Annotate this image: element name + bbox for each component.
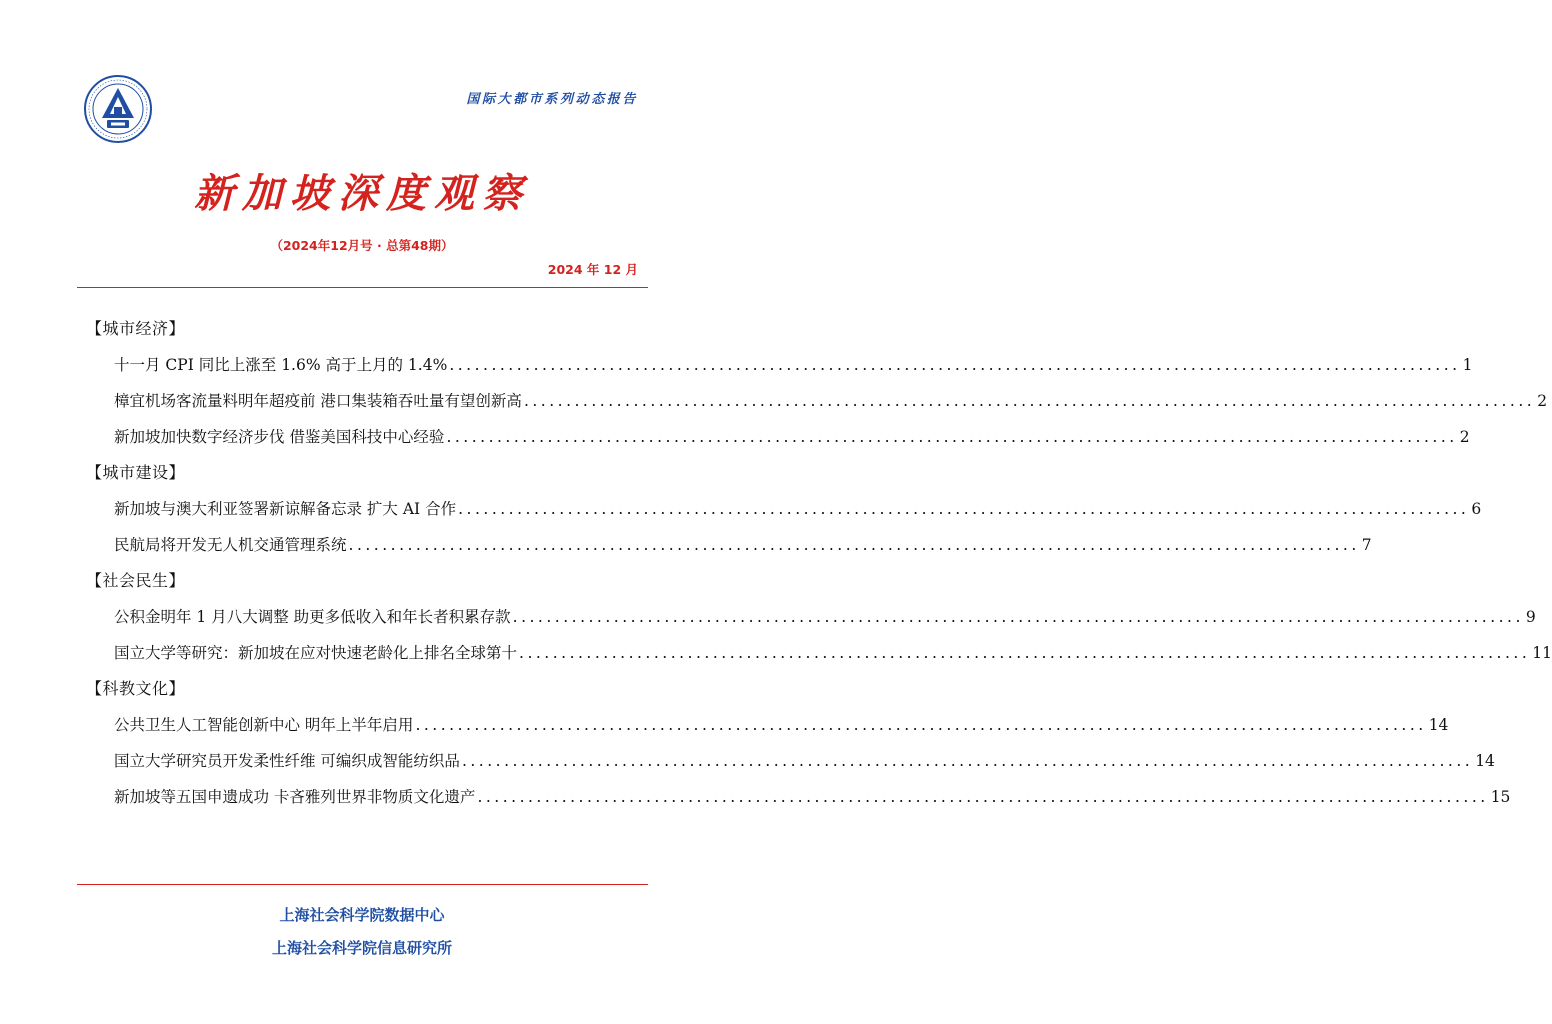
toc-entry-page: 15 — [1490, 788, 1511, 806]
toc-entry-page: 6 — [1471, 500, 1482, 518]
toc-entry-page: 2 — [1459, 428, 1470, 446]
toc-section-education-culture: 【科教文化】 — [86, 679, 186, 698]
toc-entry-page: 9 — [1525, 608, 1536, 626]
toc-entry-title: 国立大学研究员开发柔性纤维 可编织成智能纺织品 — [114, 752, 460, 770]
toc-entry[interactable] — [114, 354, 1473, 376]
toc-entry-title: 民航局将开发无人机交通管理系统 — [114, 536, 347, 554]
toc-entry-page: 11 — [1532, 644, 1552, 662]
toc-leader-dots: ........................................................................................................................ — [523, 392, 1536, 410]
toc-leader-dots: ........................................................................................................................ — [449, 356, 1461, 374]
toc-entry-page: 7 — [1361, 536, 1372, 554]
toc-leader-dots: ........................................................................................................................ — [348, 536, 1360, 554]
toc-leader-dots: ........................................................................................................................ — [461, 752, 1474, 770]
report-title: 新加坡深度观察 — [194, 170, 530, 217]
toc-section-economy: 【城市经济】 — [86, 319, 186, 338]
toc-entry-title: 新加坡加快数字经济步伐 借鉴美国科技中心经验 — [114, 428, 445, 446]
toc-entry[interactable] — [114, 750, 1495, 772]
publication-date: 2024 年 12 月 — [547, 262, 638, 277]
toc-section-livelihood: 【社会民生】 — [86, 571, 186, 590]
toc-section-construction: 【城市建设】 — [86, 463, 186, 482]
issue-number: （2024年12月号 · 总第48期） — [270, 238, 454, 253]
toc-entry-page: 1 — [1462, 356, 1473, 374]
academy-seal-icon — [83, 74, 153, 144]
toc-entry[interactable] — [114, 606, 1536, 628]
toc-entry-page: 14 — [1428, 716, 1449, 734]
toc-leader-dots: ........................................................................................................................ — [446, 428, 1458, 446]
toc-leader-dots: ........................................................................................................................ — [512, 608, 1524, 626]
toc-entry-title: 新加坡等五国申遗成功 卡吝雅列世界非物质文化遗产 — [114, 788, 476, 806]
toc-entry[interactable] — [114, 390, 1548, 412]
toc-entry[interactable] — [114, 534, 1372, 556]
toc-entry[interactable] — [114, 642, 1552, 664]
toc-entry-title: 新加坡与澳大利亚签署新谅解备忘录 扩大 AI 合作 — [114, 500, 457, 518]
toc-entry[interactable] — [114, 786, 1511, 808]
report-series-label: 国际大都市系列动态报告 — [466, 92, 638, 107]
table-of-contents — [86, 318, 1552, 822]
toc-leader-dots: ........................................................................................................................ — [519, 644, 1531, 662]
toc-entry-title: 樟宜机场客流量料明年超疫前 港口集装箱吞吐量有望创新高 — [114, 392, 522, 410]
toc-entry-page: 2 — [1537, 392, 1548, 410]
toc-entry-page: 14 — [1475, 752, 1495, 770]
toc-entry[interactable] — [114, 498, 1482, 520]
footer-divider — [77, 884, 648, 885]
toc-entry[interactable] — [114, 714, 1449, 736]
toc-entry[interactable] — [114, 426, 1470, 448]
toc-entry-title: 公积金明年 1 月八大调整 助更多低收入和年长者积累存款 — [114, 608, 511, 626]
toc-entry-title: 国立大学等研究：新加坡在应对快速老龄化上排名全球第十 — [114, 644, 518, 662]
toc-leader-dots: ........................................................................................................................ — [458, 500, 1470, 518]
header-divider — [77, 287, 648, 288]
publisher-info-institute: 上海社会科学院信息研究所 — [271, 939, 452, 957]
toc-leader-dots: ........................................................................................................................ — [477, 788, 1489, 806]
toc-entry-title: 十一月 CPI 同比上涨至 1.6% 高于上月的 1.4% — [114, 356, 448, 374]
publisher-data-center: 上海社会科学院数据中心 — [279, 906, 445, 924]
toc-entry-title: 公共卫生人工智能创新中心 明年上半年启用 — [114, 716, 414, 734]
toc-leader-dots: ........................................................................................................................ — [415, 716, 1427, 734]
